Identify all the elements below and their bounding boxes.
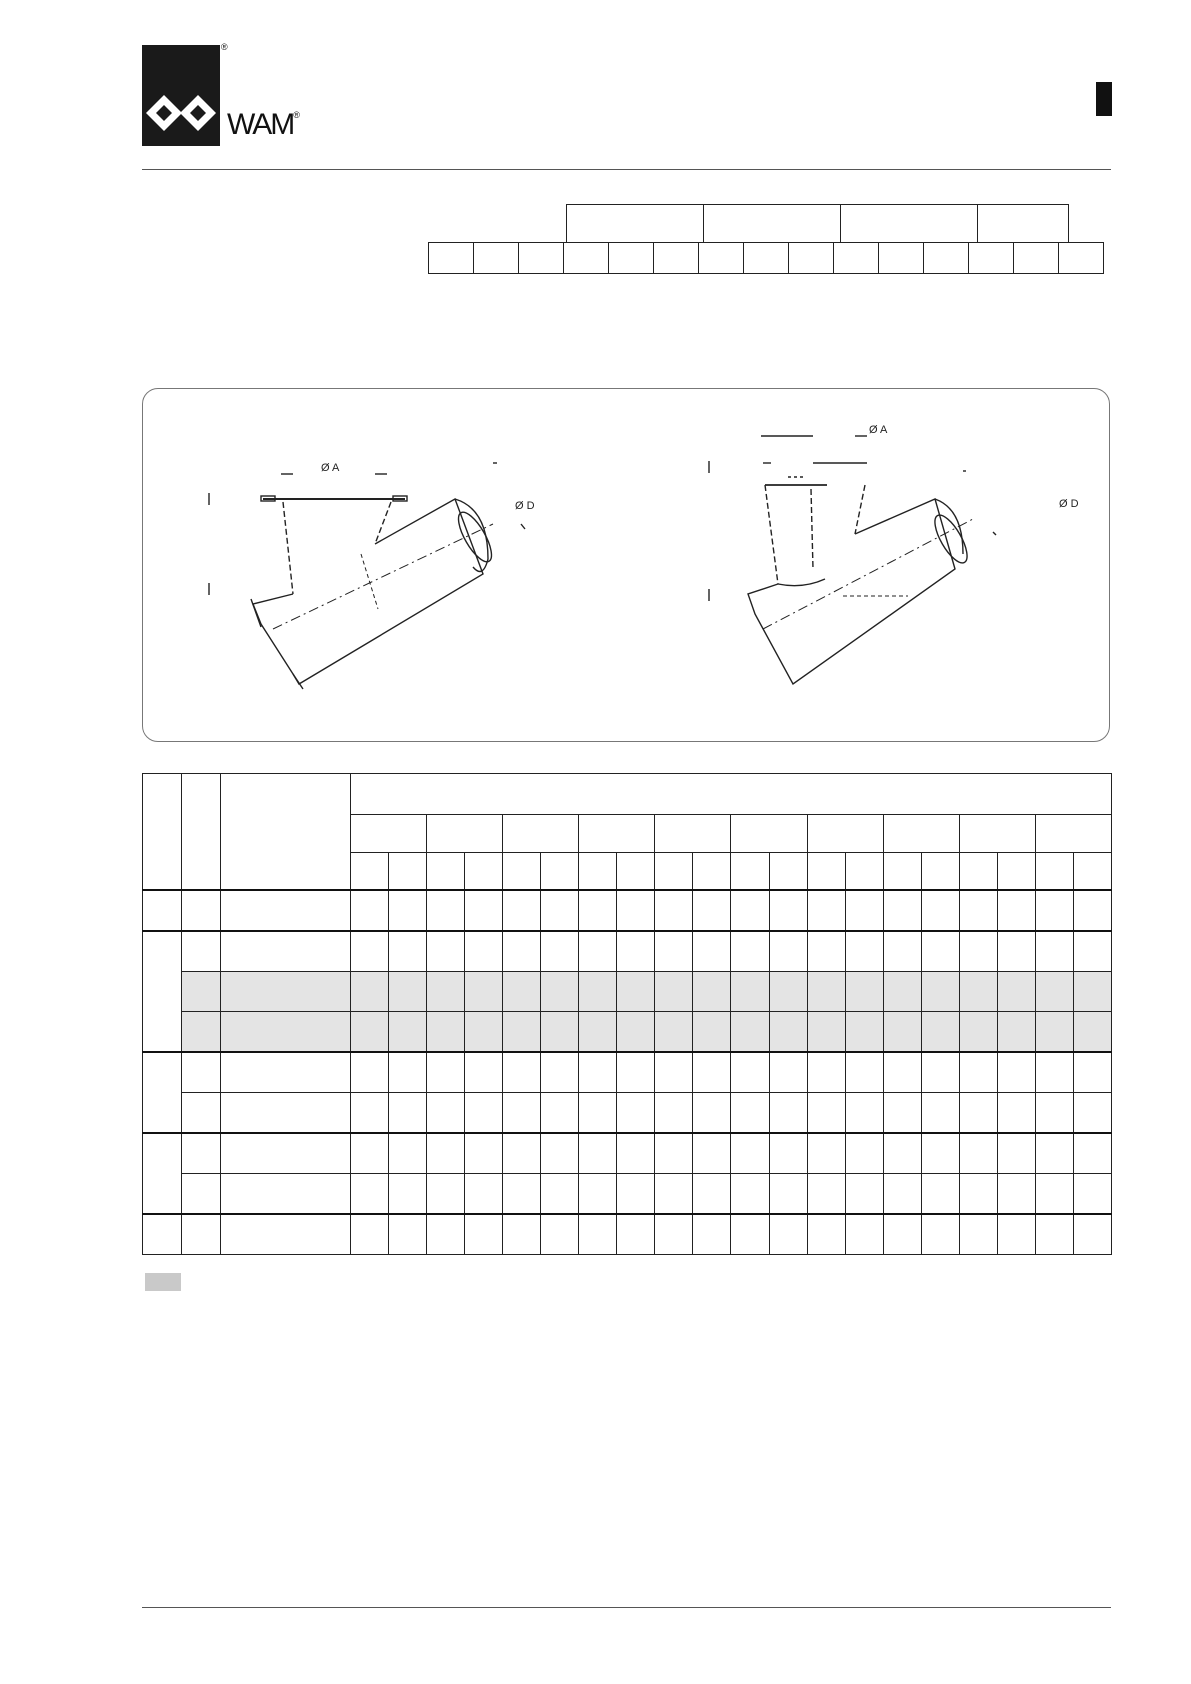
value-cell	[693, 1012, 731, 1053]
header-sub-col	[655, 853, 693, 891]
row-description-cell	[221, 1174, 351, 1215]
brand-name	[227, 108, 300, 142]
value-cell	[693, 1052, 731, 1093]
value-cell	[769, 1214, 807, 1255]
row-description-cell	[221, 890, 351, 931]
value-cell	[655, 890, 693, 931]
brand-name-registered: ®	[293, 110, 300, 120]
row-description-cell	[221, 1093, 351, 1134]
code-cell	[519, 243, 564, 274]
right-dim-a-label: Ø A	[869, 424, 888, 436]
header-sub-col	[541, 853, 579, 891]
value-cell	[465, 1052, 503, 1093]
header-size-group	[807, 815, 883, 853]
legend-swatch	[145, 1273, 181, 1291]
value-cell	[883, 972, 921, 1012]
page-tab-marker	[1096, 82, 1112, 116]
value-cell	[389, 931, 427, 972]
table-row	[143, 972, 1112, 1012]
value-cell	[503, 1093, 541, 1134]
header-dimensions-group	[351, 774, 1112, 815]
value-cell	[503, 931, 541, 972]
value-cell	[883, 1012, 921, 1053]
table-row	[143, 1214, 1112, 1255]
table-row	[143, 1052, 1112, 1093]
code-cell	[654, 243, 699, 274]
value-cell	[959, 972, 997, 1012]
brand-logo	[142, 45, 220, 146]
value-cell	[807, 1133, 845, 1174]
code-cell	[879, 243, 924, 274]
value-cell	[427, 890, 465, 931]
value-cell	[997, 1214, 1035, 1255]
value-cell	[541, 1174, 579, 1215]
table-row	[143, 1093, 1112, 1134]
code-cell	[924, 243, 969, 274]
header-size-group	[579, 815, 655, 853]
row-group-cell	[143, 931, 182, 1052]
value-cell	[389, 1174, 427, 1215]
value-cell	[731, 1052, 769, 1093]
header-sub-col	[503, 853, 541, 891]
row-code-cell	[182, 972, 221, 1012]
row-code-cell	[182, 1133, 221, 1174]
value-cell	[465, 1214, 503, 1255]
value-cell	[579, 890, 617, 931]
header-sub-col	[731, 853, 769, 891]
header-col-2	[182, 774, 221, 891]
value-cell	[541, 1012, 579, 1053]
value-cell	[921, 1052, 959, 1093]
code-cell	[744, 243, 789, 274]
code-group-4	[977, 204, 1069, 242]
code-group-header	[566, 204, 1068, 242]
header-sub-col	[883, 853, 921, 891]
header-size-group	[351, 815, 427, 853]
value-cell	[503, 1052, 541, 1093]
value-cell	[1073, 1052, 1111, 1093]
value-cell	[883, 1174, 921, 1215]
left-view-drawing	[209, 463, 525, 689]
value-cell	[351, 972, 389, 1012]
value-cell	[389, 1214, 427, 1255]
value-cell	[351, 1174, 389, 1215]
value-cell	[465, 1012, 503, 1053]
value-cell	[959, 1093, 997, 1134]
value-cell	[807, 1174, 845, 1215]
row-code-cell	[182, 1214, 221, 1255]
value-cell	[427, 1012, 465, 1053]
value-cell	[427, 1052, 465, 1093]
value-cell	[617, 1133, 655, 1174]
value-cell	[731, 1133, 769, 1174]
value-cell	[769, 1133, 807, 1174]
value-cell	[883, 890, 921, 931]
header-sub-col	[845, 853, 883, 891]
value-cell	[959, 1214, 997, 1255]
value-cell	[959, 1052, 997, 1093]
value-cell	[351, 1052, 389, 1093]
value-cell	[503, 972, 541, 1012]
value-cell	[921, 931, 959, 972]
value-cell	[579, 1133, 617, 1174]
value-cell	[997, 890, 1035, 931]
header-sub-col	[617, 853, 655, 891]
value-cell	[503, 1133, 541, 1174]
value-cell	[769, 1052, 807, 1093]
value-cell	[769, 890, 807, 931]
value-cell	[807, 890, 845, 931]
value-cell	[617, 1052, 655, 1093]
value-cell	[579, 931, 617, 972]
value-cell	[351, 1093, 389, 1134]
value-cell	[997, 1133, 1035, 1174]
value-cell	[655, 1052, 693, 1093]
value-cell	[693, 1214, 731, 1255]
header-col-1	[143, 774, 182, 891]
value-cell	[579, 972, 617, 1012]
row-description-cell	[221, 1052, 351, 1093]
value-cell	[731, 890, 769, 931]
row-group-cell	[143, 1133, 182, 1214]
value-cell	[1073, 1012, 1111, 1053]
value-cell	[883, 931, 921, 972]
value-cell	[731, 1012, 769, 1053]
code-cell	[699, 243, 744, 274]
row-description-cell	[221, 1012, 351, 1053]
header-sub-col	[807, 853, 845, 891]
value-cell	[693, 1093, 731, 1134]
value-cell	[807, 931, 845, 972]
value-cell	[693, 972, 731, 1012]
value-cell	[845, 1174, 883, 1215]
value-cell	[579, 1012, 617, 1053]
value-cell	[693, 1133, 731, 1174]
value-cell	[579, 1174, 617, 1215]
header-sub-col	[1035, 853, 1073, 891]
value-cell	[1035, 931, 1073, 972]
logo-diamond-icon	[142, 45, 220, 146]
value-cell	[503, 1012, 541, 1053]
right-view-drawing	[709, 436, 996, 684]
value-cell	[427, 1133, 465, 1174]
row-code-cell	[182, 890, 221, 931]
header-size-group	[655, 815, 731, 853]
value-cell	[959, 1012, 997, 1053]
value-cell	[883, 1133, 921, 1174]
value-cell	[427, 972, 465, 1012]
row-code-cell	[182, 1093, 221, 1134]
value-cell	[959, 1133, 997, 1174]
value-cell	[997, 972, 1035, 1012]
header-sub-col	[769, 853, 807, 891]
value-cell	[845, 1133, 883, 1174]
value-cell	[1035, 1012, 1073, 1053]
value-cell	[617, 1093, 655, 1134]
value-cell	[617, 890, 655, 931]
value-cell	[921, 1214, 959, 1255]
value-cell	[655, 972, 693, 1012]
value-cell	[1073, 931, 1111, 972]
value-cell	[579, 1093, 617, 1134]
value-cell	[1035, 1133, 1073, 1174]
value-cell	[541, 1093, 579, 1134]
value-cell	[731, 931, 769, 972]
value-cell	[427, 1093, 465, 1134]
value-cell	[579, 1052, 617, 1093]
value-cell	[769, 972, 807, 1012]
value-cell	[845, 890, 883, 931]
value-cell	[655, 1133, 693, 1174]
table-row	[143, 1133, 1112, 1174]
value-cell	[465, 890, 503, 931]
header-col-description	[221, 774, 351, 891]
header-sub-col	[465, 853, 503, 891]
value-cell	[655, 1012, 693, 1053]
value-cell	[807, 972, 845, 1012]
value-cell	[389, 972, 427, 1012]
left-dim-a-label: Ø A	[321, 462, 340, 474]
value-cell	[731, 972, 769, 1012]
header-sub-col	[579, 853, 617, 891]
value-cell	[427, 1174, 465, 1215]
code-group-1	[566, 204, 704, 242]
row-group-cell	[143, 1052, 182, 1133]
right-dim-d-label: Ø D	[1059, 498, 1079, 510]
header-sub-col	[997, 853, 1035, 891]
value-cell	[807, 1093, 845, 1134]
value-cell	[769, 1012, 807, 1053]
value-cell	[693, 890, 731, 931]
header-sub-col	[427, 853, 465, 891]
value-cell	[731, 1174, 769, 1215]
value-cell	[351, 931, 389, 972]
header-sub-col	[693, 853, 731, 891]
value-cell	[845, 972, 883, 1012]
value-cell	[1035, 1093, 1073, 1134]
header-size-group	[731, 815, 807, 853]
value-cell	[541, 931, 579, 972]
header-sub-col	[351, 853, 389, 891]
header-divider	[142, 169, 1111, 170]
value-cell	[1073, 1133, 1111, 1174]
value-cell	[655, 1214, 693, 1255]
value-cell	[617, 972, 655, 1012]
table-row	[143, 890, 1112, 931]
value-cell	[579, 1214, 617, 1255]
value-cell	[503, 1174, 541, 1215]
value-cell	[351, 1012, 389, 1053]
value-cell	[883, 1093, 921, 1134]
value-cell	[997, 1052, 1035, 1093]
value-cell	[1035, 972, 1073, 1012]
code-cell	[1014, 243, 1059, 274]
value-cell	[959, 931, 997, 972]
table-row	[143, 1174, 1112, 1215]
value-cell	[389, 1052, 427, 1093]
value-cell	[617, 1214, 655, 1255]
code-cell	[609, 243, 654, 274]
value-cell	[541, 972, 579, 1012]
value-cell	[655, 1093, 693, 1134]
value-cell	[503, 890, 541, 931]
value-cell	[731, 1214, 769, 1255]
value-cell	[997, 1012, 1035, 1053]
value-cell	[731, 1093, 769, 1134]
value-cell	[807, 1052, 845, 1093]
header-sub-col	[389, 853, 427, 891]
value-cell	[845, 931, 883, 972]
value-cell	[351, 1133, 389, 1174]
value-cell	[997, 1174, 1035, 1215]
value-cell	[541, 1214, 579, 1255]
value-cell	[769, 931, 807, 972]
row-description-cell	[221, 1133, 351, 1174]
value-cell	[465, 1133, 503, 1174]
code-group-2	[703, 204, 841, 242]
code-cell	[789, 243, 834, 274]
value-cell	[389, 1012, 427, 1053]
value-cell	[351, 1214, 389, 1255]
row-group-cell	[143, 890, 182, 931]
value-cell	[427, 931, 465, 972]
value-cell	[655, 1174, 693, 1215]
value-cell	[541, 1133, 579, 1174]
value-cell	[1073, 890, 1111, 931]
value-cell	[921, 1174, 959, 1215]
value-cell	[617, 1012, 655, 1053]
code-cell	[474, 243, 519, 274]
value-cell	[465, 972, 503, 1012]
value-cell	[655, 931, 693, 972]
value-cell	[465, 1174, 503, 1215]
value-cell	[769, 1093, 807, 1134]
row-code-cell	[182, 1174, 221, 1215]
value-cell	[389, 1093, 427, 1134]
value-cell	[351, 890, 389, 931]
header-sub-col	[959, 853, 997, 891]
header-size-group	[959, 815, 1035, 853]
value-cell	[389, 1133, 427, 1174]
table-row	[143, 931, 1112, 972]
footer-divider	[142, 1607, 1111, 1608]
row-description-cell	[221, 931, 351, 972]
value-cell	[883, 1052, 921, 1093]
value-cell	[883, 1214, 921, 1255]
code-cell	[1059, 243, 1104, 274]
order-code-grid	[428, 242, 1104, 274]
value-cell	[389, 890, 427, 931]
value-cell	[1073, 1214, 1111, 1255]
value-cell	[845, 1052, 883, 1093]
value-cell	[465, 931, 503, 972]
code-cell	[834, 243, 879, 274]
spec-table	[142, 773, 1112, 1255]
header-size-group	[883, 815, 959, 853]
value-cell	[845, 1012, 883, 1053]
row-code-cell	[182, 1012, 221, 1053]
value-cell	[921, 890, 959, 931]
code-cell	[564, 243, 609, 274]
value-cell	[427, 1214, 465, 1255]
value-cell	[959, 890, 997, 931]
row-code-cell	[182, 931, 221, 972]
drawing-panel	[142, 388, 1110, 742]
value-cell	[617, 1174, 655, 1215]
value-cell	[1035, 1174, 1073, 1215]
value-cell	[541, 1052, 579, 1093]
row-description-cell	[221, 1214, 351, 1255]
value-cell	[693, 931, 731, 972]
logo-registered-mark: ®	[221, 42, 228, 52]
technical-drawing	[143, 389, 1111, 743]
value-cell	[1073, 1093, 1111, 1134]
value-cell	[807, 1012, 845, 1053]
row-code-cell	[182, 1052, 221, 1093]
value-cell	[1035, 1214, 1073, 1255]
code-row	[429, 243, 1104, 274]
value-cell	[693, 1174, 731, 1215]
value-cell	[921, 1133, 959, 1174]
value-cell	[997, 931, 1035, 972]
value-cell	[845, 1214, 883, 1255]
value-cell	[807, 1214, 845, 1255]
value-cell	[997, 1093, 1035, 1134]
value-cell	[541, 890, 579, 931]
value-cell	[1035, 1052, 1073, 1093]
code-cell	[429, 243, 474, 274]
value-cell	[1073, 1174, 1111, 1215]
value-cell	[845, 1093, 883, 1134]
value-cell	[921, 972, 959, 1012]
value-cell	[1035, 890, 1073, 931]
left-dim-d-label: Ø D	[515, 500, 535, 512]
header-size-group	[427, 815, 503, 853]
header-sub-col	[921, 853, 959, 891]
value-cell	[503, 1214, 541, 1255]
header-sub-col	[1073, 853, 1111, 891]
header-size-group	[503, 815, 579, 853]
value-cell	[921, 1012, 959, 1053]
code-cell	[969, 243, 1014, 274]
row-group-cell	[143, 1214, 182, 1255]
row-description-cell	[221, 972, 351, 1012]
value-cell	[1073, 972, 1111, 1012]
value-cell	[769, 1174, 807, 1215]
value-cell	[465, 1093, 503, 1134]
brand-name-text: WAM	[227, 108, 294, 141]
header-size-group	[1035, 815, 1111, 853]
table-row	[143, 1012, 1112, 1053]
value-cell	[617, 931, 655, 972]
value-cell	[959, 1174, 997, 1215]
value-cell	[921, 1093, 959, 1134]
code-group-3	[840, 204, 978, 242]
